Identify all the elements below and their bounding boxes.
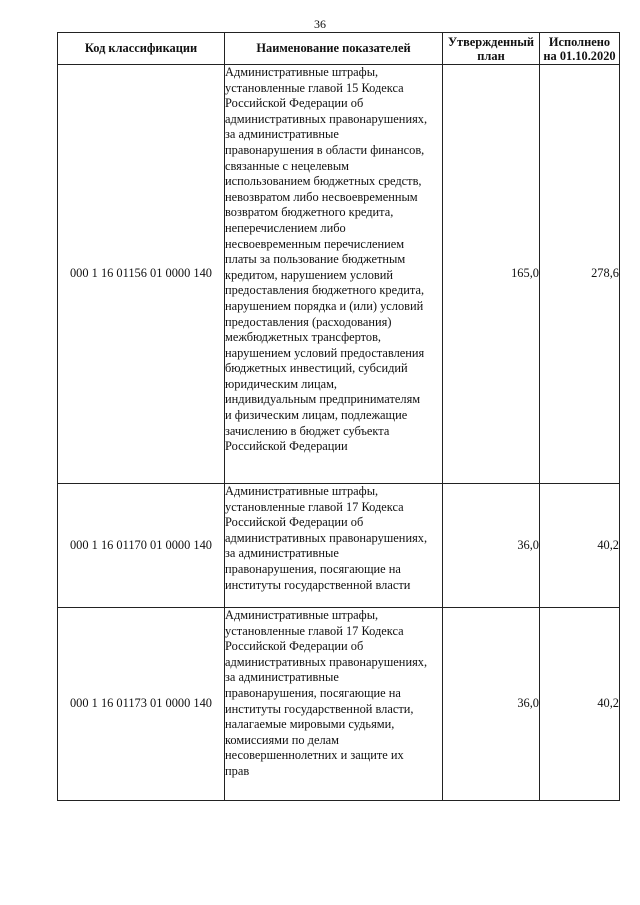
name-line: и физическим лицам, подлежащие [225,408,408,423]
name-line: за административные [225,546,339,561]
name-line: нарушением условий предоставления [225,345,425,360]
name-line: институты государственной власти, [225,701,414,716]
header-plan-line1: Утвержденный [447,34,535,49]
name-line: установленные главой 17 Кодекса [225,499,404,514]
name-line: прав [225,763,250,778]
name-line: административных правонарушениях, [225,111,428,126]
row-plan: 36,0 [443,608,540,801]
name-line: институты государственной власти [225,577,411,592]
name-line: бюджетных инвестиций, субсидий [225,361,408,376]
name-line: комиссиями по делам [225,732,339,747]
page-number: 36 [314,17,326,31]
name-line: несвоевременным перечислением [225,236,405,251]
table-row [58,65,620,484]
header-name: Наименование показателей [225,33,443,65]
row-code: 000 1 16 01173 01 0000 140 [58,608,225,801]
name-line: административных правонарушениях, [225,530,428,545]
name-line: использованием бюджетных средств, [225,174,422,189]
row-code: 000 1 16 01156 01 0000 140 [58,65,225,484]
name-line: Российской Федерации [225,439,348,454]
name-line: Административные штрафы, [225,608,379,622]
row-name [225,484,443,608]
name-line: нарушением порядка и (или) условий [225,298,424,313]
row-plan: 165,0 [443,65,540,484]
name-line: Российской Федерации об [225,639,364,654]
name-line: зачислению в бюджет субъекта [225,423,390,438]
header-done-line1: Исполнено [548,34,611,49]
name-line: Административные штрафы, [225,65,379,79]
name-line: кредитом, нарушением условий [225,267,394,282]
name-line: Административные штрафы, [225,484,379,498]
row-code: 000 1 16 01170 01 0000 140 [58,484,225,608]
header-done [540,33,620,65]
name-line: административных правонарушениях, [225,654,428,669]
name-line: Российской Федерации об [225,96,364,111]
name-line: правонарушения, посягающие на [225,561,401,576]
name-line: налагаемые мировыми судьями, [225,717,395,732]
table-row [58,608,620,801]
name-line: юридическим лицам, [225,376,338,391]
name-line: неперечислением либо [225,220,346,235]
name-line: невозвратом либо несвоевременным [225,189,418,204]
row-name [225,608,443,801]
name-line: возвратом бюджетного кредита, [225,205,394,220]
name-line: предоставления бюджетного кредита, [225,283,425,298]
name-line: установленные главой 17 Кодекса [225,623,404,638]
row-plan: 36,0 [443,484,540,608]
name-line: межбюджетных трансфертов, [225,330,382,345]
name-line: за административные [225,670,339,685]
row-done: 278,6 [540,65,620,484]
row-done: 40,2 [540,608,620,801]
header-done-line2: на 01.10.2020 [543,48,616,63]
name-line: предоставления (расходования) [225,314,392,329]
table-header-row [58,33,620,65]
name-line: платы за пользование бюджетным [225,252,406,267]
name-line: несовершеннолетних и защите их [225,748,404,763]
header-plan [443,33,540,65]
name-line: правонарушения в области финансов, [225,142,425,157]
name-line: индивидуальным предпринимателям [225,392,421,407]
name-line: за административные [225,127,339,142]
revenue-table [57,32,620,801]
header-code: Код классификации [58,33,225,65]
row-done: 40,2 [540,484,620,608]
table-row [58,484,620,608]
row-name [225,65,443,484]
name-line: связанные с нецелевым [225,158,350,173]
name-line: правонарушения, посягающие на [225,685,401,700]
name-line: установленные главой 15 Кодекса [225,80,404,95]
header-plan-line2: план [477,48,505,63]
name-line: Российской Федерации об [225,515,364,530]
